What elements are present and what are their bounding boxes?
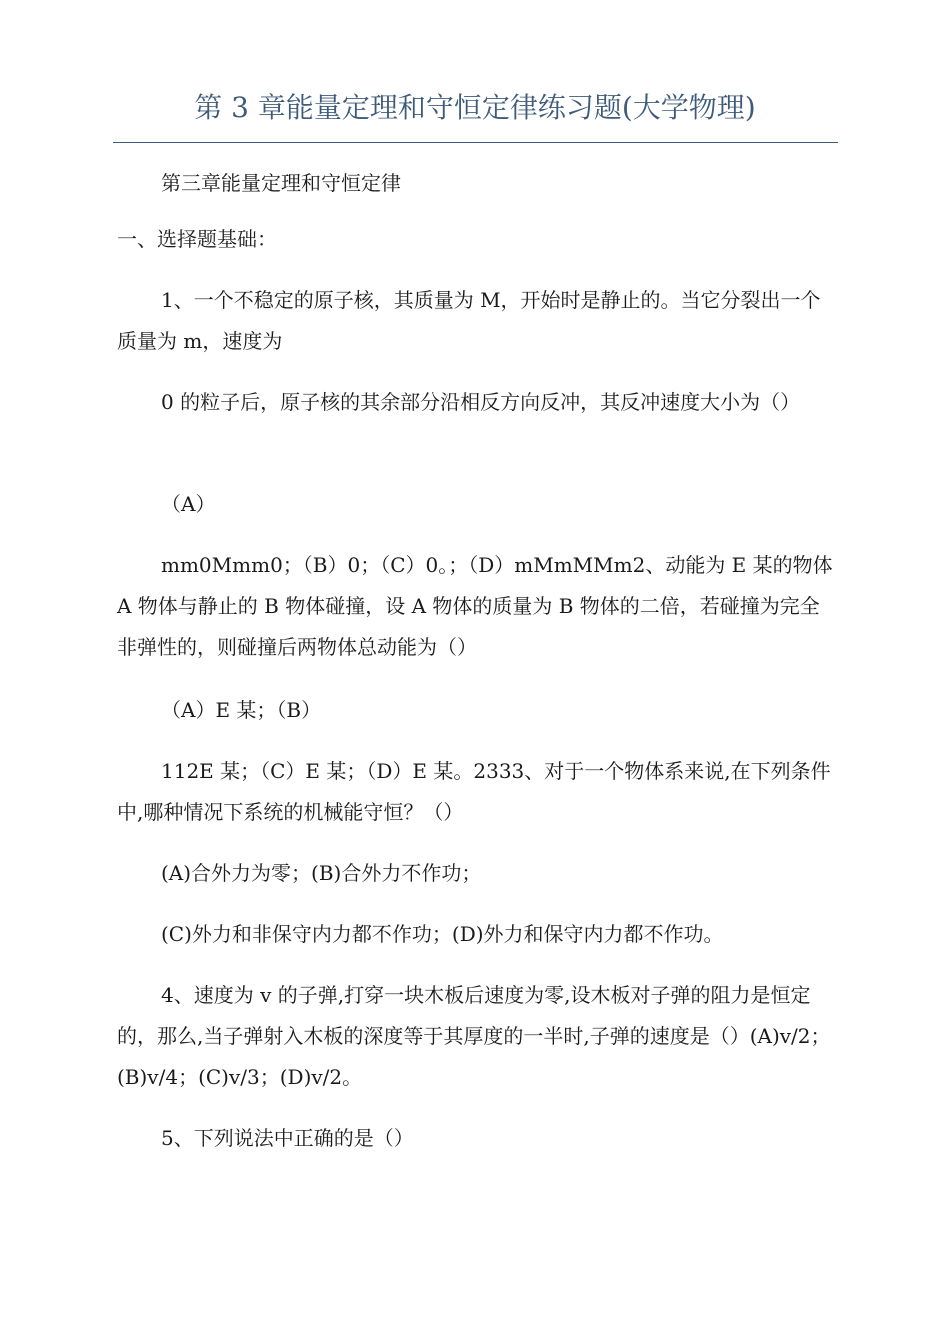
question-1-text: 1、一个不稳定的原子核，其质量为 M，开始时是静止的。当它分裂出一个质量为 m，速度为 <box>117 288 821 353</box>
chapter-heading: 第三章能量定理和守恒定律 <box>161 171 401 195</box>
question-3-options-ab: (A)合外力为零；(B)合外力不作功； <box>161 861 482 885</box>
question-1-option-a: （A） <box>161 492 216 516</box>
question-3-options-cd: (C)外力和非保守内力都不作功；(D)外力和保守内力都不作功。 <box>161 922 724 946</box>
question-2-text: mm0Mmm0；（B）0；（C）0。；（D）mMmMMm2、动能为 E 某的物体 A 物体与静止的 B 物体碰撞，设 A 物体的质量为 B 物体的二倍，若碰撞为完全非弹性的，则碰撞后两物体总动能为（） <box>117 553 833 659</box>
document-title: 第 3 章能量定理和守恒定律练习题(大学物理) <box>194 91 756 124</box>
question-1-continued: 0 的粒子后，原子核的其余部分沿相反方向反冲，其反冲速度大小为（） <box>161 390 801 414</box>
question-2-options: （A）E 某；（B） <box>161 698 322 722</box>
question-4-text: 4、速度为 v 的子弹,打穿一块木板后速度为零,设木板对子弹的阻力是恒定的，那么,当子弹射入木板的深度等于其厚度的一半时,子弹的速度是（）(A)v/2；(B)v/4；(C)v/3；(D)v/2。 <box>117 983 831 1089</box>
question-3-text: 112E 某；（C）E 某；（D）E 某。2333、对于一个物体系来说,在下列条件中,哪种情况下系统的机械能守恒？（） <box>117 759 831 824</box>
question-5-text: 5、下列说法中正确的是（） <box>161 1126 414 1150</box>
section-heading: 一、选择题基础： <box>117 227 277 251</box>
title-divider <box>113 142 838 143</box>
